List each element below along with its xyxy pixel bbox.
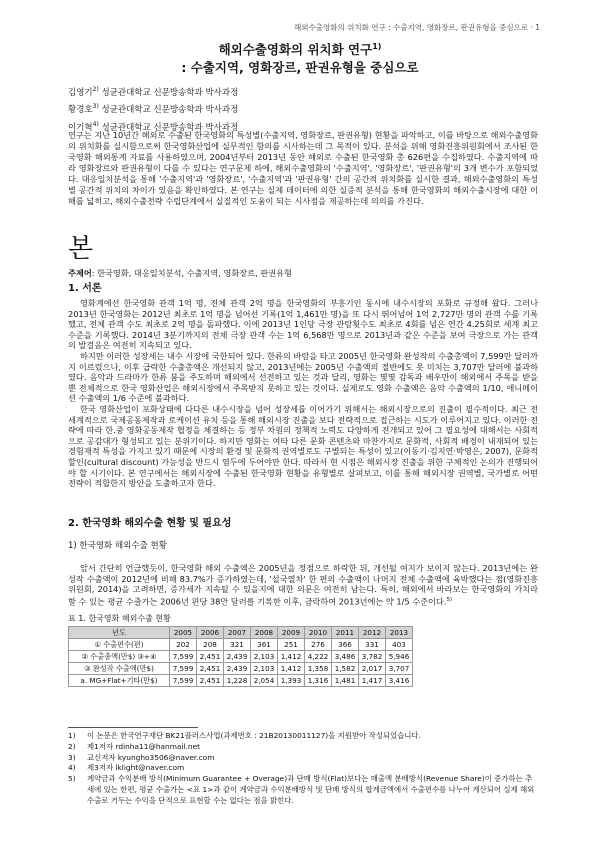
footnote: 5) 계약금과 수익분배 방식(Minimum Guarantee + Overage)과 단매 방식(Flat)보다는 매출액 분배방식(Revenue Share)이 증가하는 추세에 있는 한편, 평균 수출가는 <표 1>과 같이 계약금과 수익분배방식 및 단매 방식의 합계금액에서 수출편수를 나누어 계산되어 실제 해외수출로 거두는 수익을 단적으로 표현할 수는 없다는 점을 밝힌다. — [68, 774, 535, 805]
table-cell: 1,412 — [278, 663, 305, 675]
keywords-text: : 한국영화, 대응일치분석, 수출지역, 영화장르, 판권유형 — [91, 268, 292, 278]
table-cell: 3,782 — [359, 651, 386, 663]
paper-title — [0, 40, 600, 58]
table-header-cell: 2008 — [251, 627, 278, 639]
table-cell: 3,707 — [386, 663, 413, 675]
table-cell: 366 — [332, 639, 359, 651]
table-header-cell: 2012 — [359, 627, 386, 639]
table-header-cell: 2010 — [305, 627, 332, 639]
footnote: 3) 교신저자 kyungho3506@naver.com — [68, 752, 215, 762]
table-cell: 3,486 — [332, 651, 359, 663]
footnote-ref: 5) — [446, 596, 453, 603]
table-cell: 7,599 — [170, 675, 197, 687]
table-header-cell: 2005 — [170, 627, 197, 639]
table-cell: 2,451 — [197, 651, 224, 663]
table-cell: 1,582 — [332, 663, 359, 675]
table-cell: 5,946 — [386, 651, 413, 663]
table-cell: 1,481 — [332, 675, 359, 687]
table-cell: 331 — [359, 639, 386, 651]
table-header-cell: 2007 — [224, 627, 251, 639]
running-header: 해외수출영화의 위치화 연구 : 수출지역, 영화장르, 판권유형을 중심으로 · 1 — [293, 23, 540, 32]
table-cell: 202 — [170, 639, 197, 651]
table-cell: 2,451 — [197, 675, 224, 687]
table-cell: 1,316 — [305, 675, 332, 687]
table-cell: 208 — [197, 639, 224, 651]
row-label: ① 수출편수(편) — [69, 639, 170, 651]
keywords-line — [68, 268, 292, 279]
row-label: ③ 완성작 수출액(만$) — [69, 663, 170, 675]
row-label: ② 수출총액(만$) ③+④ — [69, 651, 170, 663]
abstract-text: 연구는 지난 10년간 해외로 수출된 한국영화의 특성별(수출지역, 영화장르, 판권유형) 현황을 파악하고, 이를 바탕으로 해외수출영화의 위치화를 실시함으로써 한국영화산업에 실무적인 함의를 시사하는데 그 목적이 있다. 분석을 위해 영화진흥위원회에서 조사된 한국영화 해외통계 자료를 사용하였으며, 2004년부터 2013년 동안 해외로 수출된 한국영화 총 626편을 수집하였다. 수출지역에 따라 영화장르와 판권유형이 다를 수 있다는 연구문제 하에, 해외수출영화의 '수출지역', '영화장르', '판권유형'의 3개 변수가 포함되었다. 대응일치분석을 통해 '수출지역'과 '영화장르', '수출지역'과 '판권유형' 간의 공간적 위치화를 실시한 결과, 해외수출영화의 특성별 공간적 위치의 차이가 있음을 확인하였다. 본 연구는 실제 데이터에 의한 실증적 분석을 통해 한국영화의 해외수출시장에 대한 이해를 넓히고, 해외수출전략 수립단계에서 실질적인 도움이 되는 시사점을 제공하는데 의의를 가진다. — [68, 130, 538, 206]
table-cell: 1,412 — [278, 651, 305, 663]
footnote: 1) 이 논문은 한국연구재단 BK21플러스사업(과제번호 : 21B20130011127)을 지원받아 작성되었습니다. — [68, 731, 421, 740]
author-list — [68, 83, 238, 135]
footnote: 2) 제1저자 rdinha11@hanmail.net — [68, 741, 201, 751]
table-cell: 1,228 — [224, 675, 251, 687]
title-line1: 해외수출영화의 위치화 연구 — [218, 42, 373, 57]
table-cell: 2,439 — [224, 663, 251, 675]
section-introduction-body — [68, 298, 538, 489]
table-cell: 1,417 — [359, 675, 386, 687]
table-row — [69, 663, 413, 675]
footnote-divider — [68, 727, 198, 728]
table-header-cell: 2009 — [278, 627, 305, 639]
table-cell: 251 — [278, 639, 305, 651]
table-cell: 4,222 — [305, 651, 332, 663]
body-paragraph: 하지만 이러한 성장세는 내수 시장에 국한되어 있다. 한류의 바람을 타고 2005년 한국영화 완성작의 수출총액이 7,599만 달러까지 이르렀으나, 이후 급락한 수출총액은 개선되지 않고, 2013년에는 2005년 수출액의 절반에도 못 미치는 3,707만 달러에 불과하였다. 음악과 드라마가 한류 붐을 주도하며 해외에서 선전하고 있는 것과 달리, 영화는 몇몇 감독과 배우만이 해외에서 주목을 받을 뿐 전체적으로 한국 영화산업은 해외시장에서 주목받지 못하고 있는 것이다. 실제로도 영화 수출액은 음악 수출액의 1/10, 애니메이션 수출액의 1/6 수준에 불과하다. — [68, 350, 538, 404]
table-cell: 361 — [251, 639, 278, 651]
section-heading-export-status: 2. 한국영화 해외수출 현황 및 필요성 — [68, 518, 232, 529]
table-cell: 2,103 — [251, 651, 278, 663]
table-header-cell: 2013 — [386, 627, 413, 639]
body-paragraph: 영화계에선 한국영화 관객 1억 명, 전체 관객 2억 명을 한국영화의 부흥기인 동시에 내수시장의 포화로 규정해 왔다. 그러나 2013년 한국영화는 2012년 최초로 1억 명을 넘어선 기록(1억 1,461만 명)을 또 다시 뛰어넘어 1억 2,727만 명의 관객 수를 기록했고, 전체 관객 수도 최초로 2억 명을 돌파했다. 이에 2013년 1인당 극장 관람횟수도 최초로 4회를 넘은 연간 4.25회로 세계 최고 수준을 기록했다. 2014년 3분기까지의 전체 극장 관객 수는 1억 6,568만 명으로 2013년과 같은 수준을 보여 극장으로 가는 관객의 발걸음은 여전히 지속되고 있다. — [68, 298, 538, 351]
table-cell: 2,017 — [359, 663, 386, 675]
table-header-cell: 년도 — [69, 627, 170, 639]
table-cell: 2,451 — [197, 663, 224, 675]
table-cell: 3,416 — [386, 675, 413, 687]
table-row — [69, 639, 413, 651]
footnote: 4) 제3저자 lklight@naver.com — [68, 763, 185, 773]
body-marker: 본 — [68, 234, 94, 264]
table-header-cell: 2006 — [197, 627, 224, 639]
body-paragraph: 앞서 간단히 언급했듯이, 한국영화 해외 수출액은 2005년을 정점으로 하락한 뒤, 개선될 여지가 보이지 않는다. 2013년에는 완성작 수출액이 2012년에 비해 83.7%가 증가하였는데, '설국열차' 한 편의 수출액이 나머지 전체 수출액에 육박했다는 점(영화진흥위원회, 2014)을 고려하면, 증가세가 지속될 수 있을지에 대한 의문은 여전히 남는다. 특히, 해외에서 바라보는 한국영화의 가치라 할 수 있는 평균 수출가는 2006년 편당 38만 달러를 기록한 이후, 급락하여 2013년에는 약 1/5 수준이다.$^{5)}$ — [68, 563, 538, 607]
keywords-label: 주제어 — [68, 268, 92, 278]
export-status-table — [68, 626, 413, 687]
subsection-heading: 1) 한국영화 해외수출 현황 — [68, 541, 167, 551]
table-cell: 1,358 — [305, 663, 332, 675]
table-cell: 2,439 — [224, 651, 251, 663]
paper-subtitle: : 수출지역, 영화장르, 판권유형을 중심으로 — [181, 60, 419, 75]
section-heading-introduction: 1. 서론 — [68, 283, 102, 294]
table-cell: 403 — [386, 639, 413, 651]
title-footnote-mark: 1) — [372, 41, 382, 51]
table-cell: 7,599 — [170, 663, 197, 675]
author-entry: 황경호$^{3)}$ 성균관대학교 신문방송학과 박사과정 — [68, 103, 239, 116]
table-cell: 2,054 — [251, 675, 278, 687]
row-label: a. MG+Flat+기타(만$) — [69, 675, 170, 687]
table-cell: 321 — [224, 639, 251, 651]
table-row — [69, 675, 413, 687]
table-cell: 7,599 — [170, 651, 197, 663]
author-entry: 김영기$^{2)}$ 성균관대학교 신문방송학과 박사과정 — [68, 86, 239, 98]
table-header-row — [69, 627, 413, 639]
author-entry: 이기혁$^{4)}$ 성균관대학교 신문방송학과 박사과정 — [68, 120, 239, 133]
table-cell: 1,393 — [278, 675, 305, 687]
table-row — [69, 651, 413, 663]
body-paragraph: 한국 영화산업이 포화상태에 다다른 내수시장을 넘어 성장세를 이어가기 위해서는 해외시장으로의 진출이 필수적이다. 최근 전 세계적으로 국제공동제작과 로케이션 유치 등을 통해 해외시장 진출을 보다 전략적으로 접근하는 시도가 이루어지고 있다. 이러한 전략에 따라 한.중 영화공동제작 협정을 체결하는 등 정부 차원의 정책적 노력도 다양하게 전개되고 있어 그 필요성에 대해서는 사회적으로 공감대가 형성되고 있는 분위기이다. 하지만 영화는 여타 다른 문화 콘텐츠와 마찬가지로 문화적, 사회적 배경이 내재되어 있는 경험재적 특성을 가지고 있기 때문에 시장의 환경 및 문화적 권역별로도 구별되는 특성이 있고(이동기·김지연·박영은, 2007), 문화적 할인(cultural discount) 가능성을 반드시 염두에 두어야만 한다. 따라서 현 시점은 해외시장 진출을 위한 구체적인 논의가 진행되어야 할 시기이다. 본 연구에서는 해외시장에 수출된 한국영화 현황을 유형별로 살펴보고, 이를 통해 해외시장 권역별, 국가별로 어떤 전략이 적합한지 방안을 도출하고자 한다. — [68, 403, 538, 489]
section-export-body — [68, 563, 538, 607]
table-cell: 2,103 — [251, 663, 278, 675]
table-cell: 276 — [305, 639, 332, 651]
table-caption: 표 1. 한국영화 해외수출 현황 — [68, 614, 171, 623]
table-header-cell: 2011 — [332, 627, 359, 639]
footnotes — [68, 731, 538, 807]
